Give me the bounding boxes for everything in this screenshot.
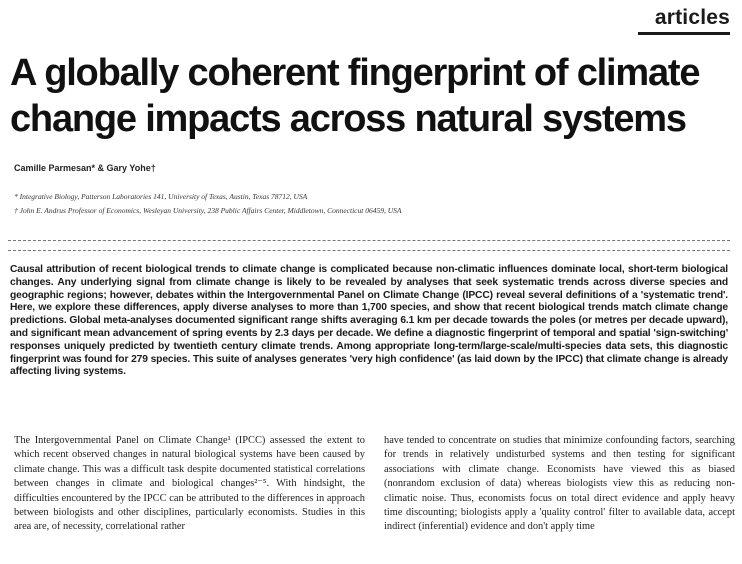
section-label: articles bbox=[654, 6, 730, 29]
section-underline bbox=[638, 32, 730, 35]
title-line-2: change impacts across natural systems bbox=[10, 98, 686, 140]
abstract: Causal attribution of recent biological trends to climate change is complicated because non-climatic influences dominate local, short-term biological changes. Any underlying signal from climate change is likely to be revealed by analyses that seek systematic trends across diverse species and geographic regions; however, debates within the Intergovernmental Panel on Climate Change (IPCC) reveal several definitions of a 'systematic trend'. Here, we explore these differences, apply diverse analyses to more than 1,700 species, and show that recent biological trends match climate change predictions. Global meta-analyses documented significant range shifts averaging 6.1 km per decade towards the poles (or metres per decade upward), and significant mean advancement of spring events by 2.3 days per decade. We define a diagnostic fingerprint of temporal and spatial 'sign-switching' responses uniquely predicted by twentieth century climate trends. Among appropriate long-term/large-scale/multi-species data sets, this diagnostic fingerprint was found for 279 species. This suite of analyses generates 'very high confidence' (as laid down by the IPCC) that climate change is already affecting living systems. bbox=[10, 264, 728, 378]
divider-top bbox=[8, 240, 730, 241]
body-column-right: have tended to concentrate on studies that minimize confounding factors, searching for trends in relatively undisturbed systems and then testing for significant associations with climate change. Economists have viewed this as biased (nonrandom exclusion of data) whereas biologists view this as reducing non-climatic noise. Thus, economists focus on total direct evidence and apply heavy time discounting; biologists apply a 'quality control' filter to available data, accept indirect (inferential) evidence and don't apply time bbox=[384, 435, 735, 533]
affiliation-1: * Integrative Biology, Patterson Laboratories 141, University of Texas, Austin, Texas 78712, USA bbox=[14, 192, 308, 201]
title-line-1: A globally coherent fingerprint of climate bbox=[10, 52, 700, 94]
affiliation-2: † John E. Andrus Professor of Economics, Wesleyan University, 238 Public Affairs Center, Middletown, Connecticut 06459, USA bbox=[14, 206, 402, 215]
article-title bbox=[10, 50, 735, 142]
divider-bottom bbox=[8, 250, 730, 251]
body-column-left: The Intergovernmental Panel on Climate Change¹ (IPCC) assessed the extent to which recent observed changes in natural biological systems have been caused by climate change. This was a difficult task despite documented statistical correlations between changes in climate and biological changes²⁻⁵. With hindsight, the difficulties encountered by the IPCC can be attributed to the differences in approach between biologists and other disciplines, particularly economists. Studies in this area are, of necessity, correlational rather bbox=[14, 435, 365, 533]
author-list: Camille Parmesan* & Gary Yohe† bbox=[14, 163, 156, 173]
